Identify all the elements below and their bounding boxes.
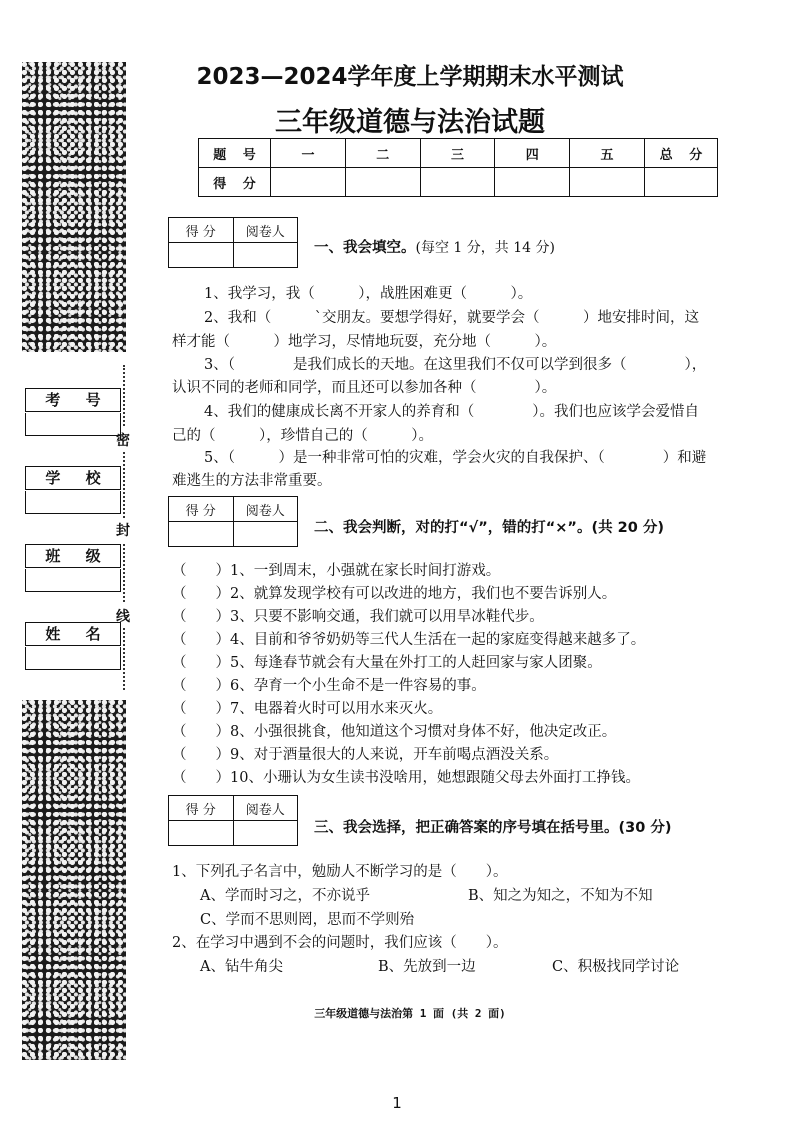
grader-box-2 (168, 496, 298, 547)
s2-item: （ ）8、小强很挑食，他知道这个习惯对身体不好，他决定改正。 (172, 724, 617, 740)
score-cell[interactable] (345, 168, 420, 197)
page-footer: 三年级道德与法治第 1 面 (共 2 面) (314, 1007, 506, 1020)
score-cell[interactable] (644, 168, 717, 197)
school-label: 学 校 (25, 466, 121, 490)
exam-number-label: 考 号 (25, 388, 121, 412)
s3-q2-option-a: A、钻牛角尖 (200, 959, 283, 975)
grader-score-cell[interactable] (169, 243, 234, 268)
seal-char-feng: 封 (116, 518, 130, 542)
grader-name-label: 阅卷人 (233, 497, 298, 522)
grader-box-1 (168, 217, 298, 268)
s1-line: 己的（ ），珍惜自己的（ ）。 (172, 428, 433, 444)
s3-q2-option-c: C、积极找同学讨论 (552, 959, 680, 975)
s3-q1-option-c: C、学而不思则罔，思而不学则殆 (200, 912, 415, 928)
grader-score-label: 得 分 (169, 796, 234, 821)
s2-item: （ ）2、就算发现学校有可以改进的地方，我们也不要告诉别人。 (172, 586, 617, 602)
exam-subtitle: 三年级道德与法治试题 (275, 107, 545, 138)
s2-item: （ ）3、只要不影响交通，我们就可以用旱冰鞋代步。 (172, 609, 544, 625)
s1-line: 4、我们的健康成长离不开家人的养育和（ ）。我们也应该学会爱惜自 (204, 404, 699, 420)
s3-q1-stem: 1、下列孔子名言中，勉励人不断学习的是（ ）。 (172, 864, 508, 880)
page-number: 1 (392, 1094, 402, 1112)
score-table-row2-label: 得 分 (199, 168, 271, 197)
s2-item: （ ）1、一到周末，小强就在家长时间打游戏。 (172, 563, 501, 579)
score-cell[interactable] (570, 168, 645, 197)
score-table-col: 一 (271, 139, 346, 168)
score-table-col: 总 分 (644, 139, 717, 168)
score-table-row1-label: 题 号 (199, 139, 271, 168)
grader-name-cell[interactable] (233, 821, 298, 846)
s1-line: 3、（ 是我们成长的天地。在这里我们不仅可以学到很多（ ）， (204, 357, 707, 373)
s3-q2-stem: 2、在学习中遇到不会的问题时，我们应该（ ）。 (172, 935, 508, 951)
exam-title: 2023—2024学年度上学期期末水平测试 (196, 64, 624, 90)
s3-q2-option-b: B、先放到一边 (378, 959, 476, 975)
s2-item: （ ）4、目前和爷爷奶奶等三代人生活在一起的家庭变得越来越多了。 (172, 632, 646, 648)
section3-title: 三、我会选择，把正确答案的序号填在括号里。(30 分) (314, 820, 672, 836)
s1-line: 样才能（ ）地学习，尽情地玩耍，充分地（ ）。 (172, 334, 557, 350)
section1-title (314, 236, 555, 257)
school-field[interactable] (25, 491, 121, 514)
grader-score-label: 得 分 (169, 497, 234, 522)
seal-char-xian: 线 (116, 604, 130, 628)
score-table-col: 五 (570, 139, 645, 168)
seal-char-mi: 密 (116, 428, 130, 452)
binding-pattern-top (22, 62, 126, 352)
grader-score-cell[interactable] (169, 821, 234, 846)
section1-title-text: 一、我会填空。 (314, 240, 416, 256)
score-table-col: 二 (345, 139, 420, 168)
s2-item: （ ）7、电器着火时可以用水来灭火。 (172, 701, 443, 717)
binding-pattern-bottom (22, 700, 126, 1060)
s1-line: 1、我学习，我（ ），战胜困难更（ ）。 (204, 286, 533, 302)
class-label: 班 级 (25, 544, 121, 568)
grader-score-cell[interactable] (169, 522, 234, 547)
score-table (198, 138, 718, 197)
s2-item: （ ）9、对于酒量很大的人来说，开车前喝点酒没关系。 (172, 747, 559, 763)
name-field[interactable] (25, 647, 121, 670)
s3-q1-option-a: A、学而时习之，不亦说乎 (200, 888, 370, 904)
class-field[interactable] (25, 569, 121, 592)
grader-name-label: 阅卷人 (233, 218, 298, 243)
s2-item: （ ）5、每逢春节就会有大量在外打工的人赶回家与家人团聚。 (172, 655, 602, 671)
grader-name-label: 阅卷人 (233, 796, 298, 821)
s2-item: （ ）6、孕育一个小生命不是一件容易的事。 (172, 678, 486, 694)
s1-line: 5、（ ）是一种非常可怕的灾难，学会火灾的自我保护、（ ）和避 (204, 450, 707, 466)
s1-line: 难逃生的方法非常重要。 (172, 473, 332, 489)
exam-number-field[interactable] (25, 413, 121, 436)
section1-note: (每空 1 分，共 14 分) (415, 240, 555, 256)
grader-box-3 (168, 795, 298, 846)
score-cell[interactable] (271, 168, 346, 197)
grader-name-cell[interactable] (233, 522, 298, 547)
score-cell[interactable] (420, 168, 495, 197)
s3-q1-option-b: B、知之为知之，不知为不知 (468, 888, 653, 904)
s1-line: 认识不同的老师和同学，而且还可以参加各种（ ）。 (172, 380, 557, 396)
s1-line: 2、我和（ `交朋友。要想学得好，就要学会（ ）地安排时间，这 (204, 310, 699, 326)
grader-name-cell[interactable] (233, 243, 298, 268)
score-cell[interactable] (495, 168, 570, 197)
section2-title: 二、我会判断，对的打“√”，错的打“×”。(共 20 分) (314, 520, 664, 536)
s2-item: （ ）10、小珊认为女生读书没啥用，她想跟随父母去外面打工挣钱。 (172, 770, 640, 786)
name-label: 姓 名 (25, 622, 121, 646)
grader-score-label: 得 分 (169, 218, 234, 243)
score-table-col: 三 (420, 139, 495, 168)
score-table-col: 四 (495, 139, 570, 168)
